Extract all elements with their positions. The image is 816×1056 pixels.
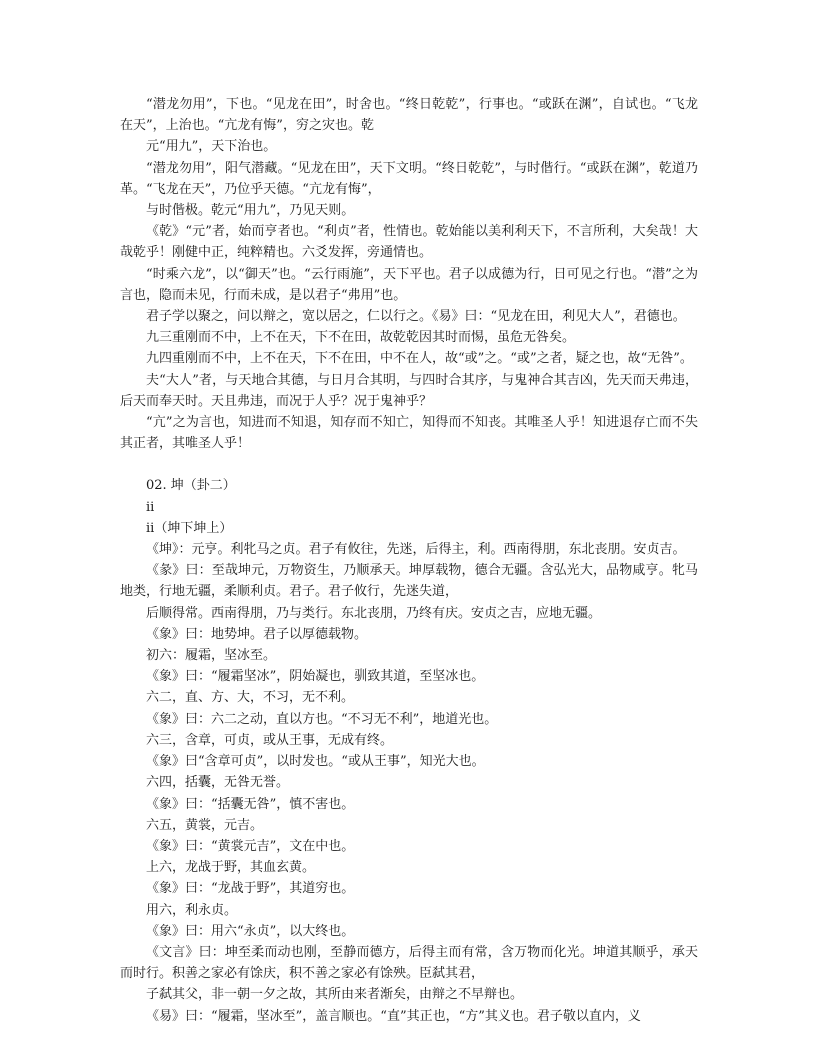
paragraph: 《文言》曰：坤至柔而动也刚，至静而德方，后得主而有常，含万物而化光。坤道其顺乎，承天而时行。积善之家必有馀庆，积不善之家必有馀殃。臣弑其君，: [120, 944, 698, 982]
paragraph: 《象》曰：“履霜坚冰”，阴始凝也，驯致其道，至坚冰也。: [146, 669, 485, 685]
paragraph: 九三重刚而不中，上不在天，下不在田，故乾乾因其时而惕，虽危无咎矣。: [146, 330, 576, 346]
paragraph: 六四，括囊，无咎无誉。: [146, 775, 290, 791]
paragraph: 《象》曰：“括囊无咎”，慎不害也。: [146, 796, 355, 812]
document-page: [120, 94, 698, 1027]
section-subheading: ii（坤下坤上）: [146, 520, 233, 536]
paragraph: 君子学以聚之，问以辩之，宽以居之，仁以行之。《易》曰：“见龙在田，利见大人”，君德也。: [146, 309, 686, 325]
blank-line: [120, 454, 698, 475]
paragraph: 初六：履霜，坚冰至。: [146, 648, 277, 664]
paragraph: “时乘六龙”，以“御天”也。“云行雨施”，天下平也。君子以成德为行，日可见之行也。“潜”之为言也，隐而未见，行而未成，是以君子“弗用”也。: [120, 266, 698, 303]
paragraph: 《象》曰：用六“永贞”，以大终也。: [146, 923, 355, 939]
paragraph: 《象》曰：六二之动，直以方也。“不习无不利”，地道光也。: [146, 711, 498, 727]
paragraph: 子弑其父，非一朝一夕之故，其所由来者渐矣，由辩之不早辩也。: [146, 987, 524, 1003]
paragraph: 元“用九”，天下治也。: [146, 139, 277, 155]
paragraph: 《彖》曰：至哉坤元，万物资生，乃顺承天。坤厚载物，德合无疆。含弘光大，品物咸亨。牝马地类，行地无疆，柔顺利贞。君子。君子攸行，先迷失道，: [120, 563, 698, 600]
hexagram-symbol: ii: [146, 499, 155, 515]
paragraph: 上六，龙战于野，其血玄黄。: [146, 860, 316, 876]
paragraph: 用六，利永贞。: [146, 902, 238, 918]
paragraph: 九四重刚而不中，上不在天，下不在田，中不在人，故“或”之。“或”之者，疑之也，故“无咎”。: [146, 351, 693, 367]
paragraph: “潜龙勿用”，阳气潜藏。“见龙在田”，天下文明。“终日乾乾”，与时偕行。“或跃在渊”，乾道乃革。“飞龙在天”，乃位乎天德。“亢龙有悔”，: [120, 160, 698, 197]
paragraph: 《易》曰：“履霜，坚冰至”，盖言顺也。“直”其正也，“方”其义也。君子敬以直内，义: [146, 1008, 641, 1024]
paragraph: “亢”之为言也，知进而不知退，知存而不知亡，知得而不知丧。其唯圣人乎！知进退存亡而不失其正者，其唯圣人乎！: [120, 415, 698, 452]
paragraph: 《象》曰：“龙战于野”，其道穷也。: [146, 881, 355, 897]
paragraph: “潜龙勿用”，下也。“见龙在田”，时舍也。“终日乾乾”，行事也。“或跃在渊”，自试也。“飞龙在天”，上治也。“亢龙有悔”，穷之灾也。乾: [120, 97, 698, 134]
paragraph: 《乾》“元”者，始而亨者也。“利贞”者，性情也。乾始能以美利利天下，不言所利，大矣哉！大哉乾乎！刚健中正，纯粹精也。六爻发挥，旁通情也。: [120, 224, 698, 261]
paragraph: 六二，直、方、大，不习，无不利。: [146, 690, 355, 706]
paragraph: 后顺得常。西南得朋，乃与类行。东北丧朋，乃终有庆。安贞之吉，应地无疆。: [146, 605, 602, 621]
paragraph: 与时偕极。乾元“用九”，乃见天则。: [146, 203, 355, 219]
paragraph: 《象》曰：“黄裳元吉”，文在中也。: [146, 838, 355, 854]
paragraph: 六五，黄裳，元吉。: [146, 817, 264, 833]
section-heading: 02. 坤（卦二）: [146, 478, 236, 494]
paragraph: 《坤》：元亨。利牝马之贞。君子有攸往，先迷，后得主，利。西南得朋，东北丧朋。安贞吉。: [146, 542, 686, 558]
paragraph: 夫“大人”者，与天地合其德，与日月合其明，与四时合其序，与鬼神合其吉凶，先天而天弗违，后天而奉天时。天且弗违，而况于人乎？况于鬼神乎？: [120, 372, 698, 409]
paragraph: 《象》曰：地势坤。君子以厚德载物。: [146, 626, 368, 642]
paragraph: 《象》曰“含章可贞”，以时发也。“或从王事”，知光大也。: [146, 754, 485, 770]
paragraph: 六三，含章，可贞，或从王事，无成有终。: [146, 732, 394, 748]
